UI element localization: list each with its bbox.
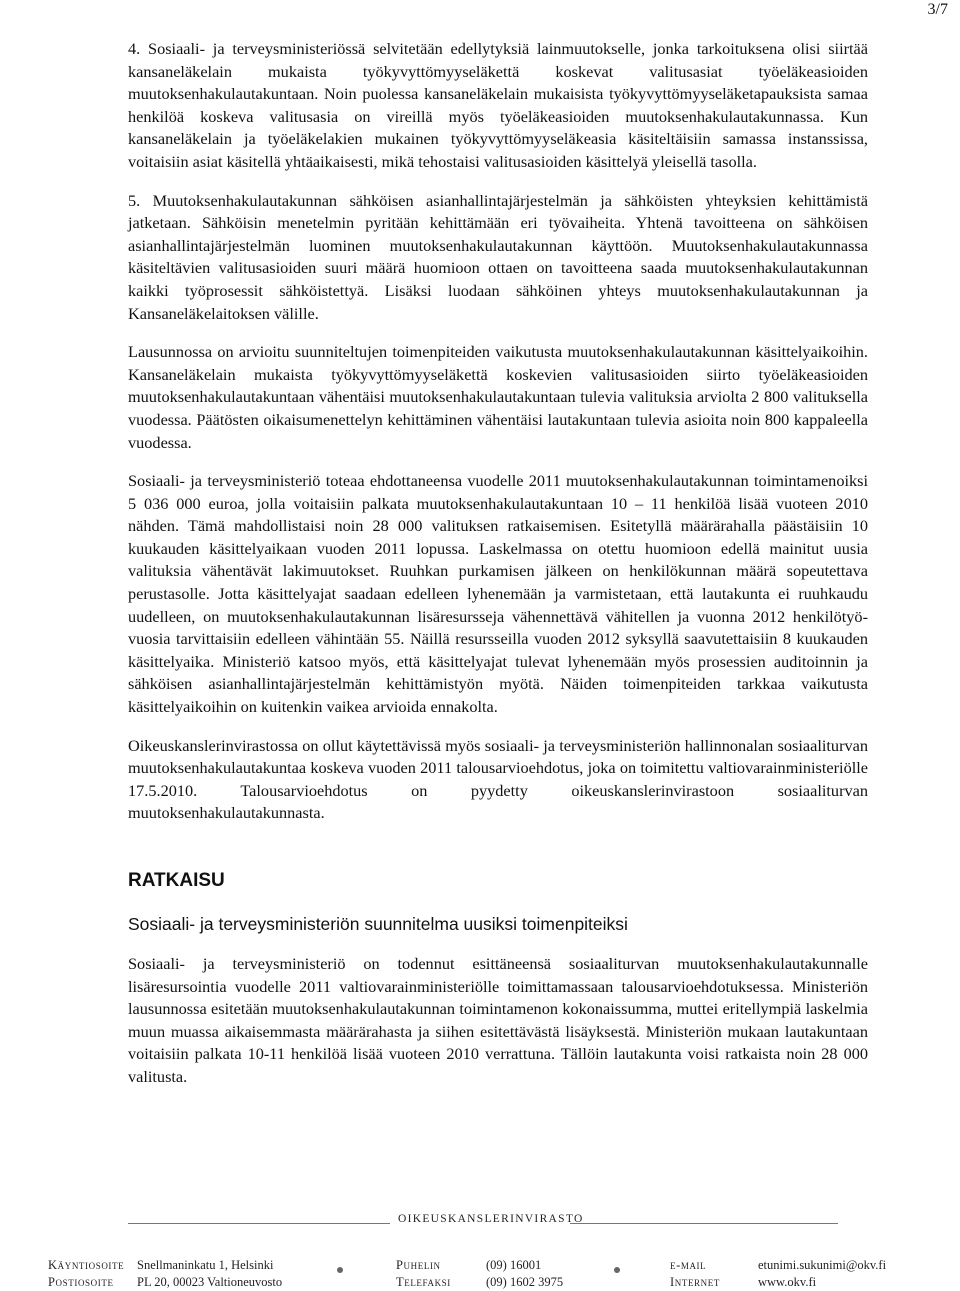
paragraph-ministry: Sosiaali- ja terveysministeriö toteaa ehdottaneensa vuodelle 2011 muutoksenhakulautakunnan toimintamenoiksi 5 036 000 euroa, jolla voitaisiin palkata muutoksenhakulautakuntaan 10 – 11 henkilöä lisää vuoteen 2010 nähden. Tämä mahdollistaisi noin 28 000 valituksen ratkaisemisen. Esitetyllä määrärahalla päästäisiin 10 kuukauden käsittelyaikaan vuoden 2011 lopussa. Laskelmassa on otettu huomioon edellä mainitut uusia valituksia vähentävät lakimuutokset. Ruuhkan purkamisen jälkeen on henkilökunnan määrä sopeutettava perustasolle. Jotta käsittelyajat saadaan edelleen lyhenemään ja varmistetaan, että lautakunta ei ruuhkaudu uudelleen, on muutoksenhakulautakunnan lisäresursseja vähennettävä vähitellen ja vuonna 2012 henkilötyövuosia tarvittaisiin edelleen vähintään 55. Näillä resursseilla vuoden 2012 syksyllä saavutettaisiin 8 kuukauden käsittelyaika. Ministeriö katsoo myös, että käsittelyajat tulevat lyhenemään myös prosessien auditoinnin ja sähköisen asianhallintajärjestelmän kehittämistyön myötä. Näiden toimenpiteiden tarkkaa vaikutusta käsittelyaikoihin on kuitenkin vaikea arvioida ennakolta. — [128, 471, 868, 717]
page-number: 3/7 — [927, 1, 948, 18]
internet-label: Internet — [670, 1275, 720, 1289]
footer-bullet-dot — [614, 1267, 620, 1273]
footer-rule-left — [128, 1223, 390, 1224]
footer-rule-right — [570, 1223, 838, 1224]
subsection-heading: Sosiaali- ja terveysministeriön suunnitelma uusiksi toimenpiteiksi — [128, 914, 628, 934]
email-label: e-mail — [670, 1258, 707, 1272]
visiting-address-value: Snellmaninkatu 1, Helsinki — [137, 1258, 274, 1272]
paragraph-decision: Sosiaali- ja terveysministeriö on todennut esittäneensä sosiaaliturvan muutoksenhakulautakunnalle lisäresursointia vuodelle 2011 valtiovarainministeriölle toimittamassaan talousarvioehdotuksessa. Ministeriön lausunnossa esitetään muutoksenhakulautakunnan toimintamenon kokonaissumma, muttei eritellympiä laskelmia muun muassa aikaisemmasta määrärahasta ja siihen esitettävästä lisäyksestä. Ministeriön mukaan lautakuntaan voitaisiin palkata 10-11 henkilöä lisää vuoteen 2010 verrattuna. Tällöin lautakunta voisi ratkaista noin 28 000 valitusta. — [128, 954, 868, 1086]
footer-row-postal — [0, 1273, 960, 1291]
fax-label: Telefaksi — [396, 1275, 451, 1289]
section-heading: RATKAISU — [128, 870, 225, 891]
paragraph-chancellor: Oikeuskanslerinvirastossa on ollut käytettävissä myös sosiaali- ja terveysministeriön hallinnonalan sosiaaliturvan muutoksenhakulautakuntaa koskeva vuoden 2011 talousarvioehdotus, joka on toimitettu valtiovarainministeriölle 17.5.2010. Talousarvioehdotus on pyydetty oikeuskanslerinvirastoon sosiaaliturvan muutoksenhakulautakunnasta. — [128, 735, 868, 823]
document-body — [128, 38, 868, 1105]
paragraph-5: 5. Muutoksenhakulautakunnan sähköisen asianhallintajärjestelmän ja sähköisten yhteyksien kehittämistä jatketaan. Sähköisin menetelmin pyritään kehittämään eri työvaiheita. Yhtenä tavoitteena on sähköisen asianhallintajärjestelmän luominen muutoksenhakulautakunnan käyttöön. Muutoksenhakulautakunnassa käsiteltävien valitusasioiden suuri määrä huomioon ottaen on tavoitteena saada muutoksenhakulautakunnan kaikki työprosessit sähköistettyä. Lisäksi luodaan sähköinen yhteys muutoksenhakulautakunnan ja Kansaneläkelaitoksen välille. — [128, 190, 868, 323]
footer-bullet-dot — [337, 1267, 343, 1273]
email-value[interactable]: etunimi.sukunimi@okv.fi — [758, 1258, 887, 1272]
footer-row-address — [0, 1256, 960, 1274]
visiting-address-label: Käyntiosoite — [48, 1258, 125, 1272]
phone-label: Puhelin — [396, 1258, 441, 1272]
paragraph-4: 4. Sosiaali- ja terveysministeriössä selvitetään edellytyksiä lainmuutokselle, jonka tarkoituksena olisi siirtää kansaneläkelain mukaista työkyvyttömyyseläkettä koskevat valitusasiat työeläkeasioiden muutoksenhakulautakuntaan. Noin puolessa kansaneläkelain mukaisista työkyvyttömyyseläketapauksista samaa henkilöä koskeva valitusasia on vireillä myös työeläkeasioiden muutoksenhakulautakunnassa. Kun kansaneläkelain ja työeläkelakien mukainen työkyvyttömyyseläkeasia käsiteltäisiin samassa instanssissa, voitaisiin asiat käsitellä yhtäaikaisesti, mikä tehostaisi valitusasioiden käsittelyä yleisellä tasolla. — [128, 39, 868, 171]
phone-value: (09) 16001 — [486, 1258, 542, 1272]
fax-value: (09) 1602 3975 — [486, 1275, 564, 1289]
postal-address-value: PL 20, 00023 Valtioneuvosto — [137, 1275, 283, 1289]
footer-logo: OIKEUSKANSLERINVIRASTO — [398, 1213, 584, 1225]
internet-value[interactable]: www.okv.fi — [758, 1275, 817, 1289]
paragraph-statement: Lausunnossa on arvioitu suunniteltujen toimenpiteiden vaikutusta muutoksenhakulautakunnan käsittelyaikoihin. Kansaneläkelain mukaista työkyvyttömyyseläkettä koskevien valitusasioiden siirto työeläkeasioiden muutoksenhakulautakuntaan vähentäisi muutoksenhakulautakuntaan tulevia valituksia arviolta 2 800 valituksella vuodessa. Päätösten oikaisumenettelyn kehittäminen vähentäisi lautakuntaan tulevia asioita noin 800 kappaleella vuodessa. — [128, 342, 868, 452]
postal-address-label: Postiosoite — [48, 1275, 114, 1289]
